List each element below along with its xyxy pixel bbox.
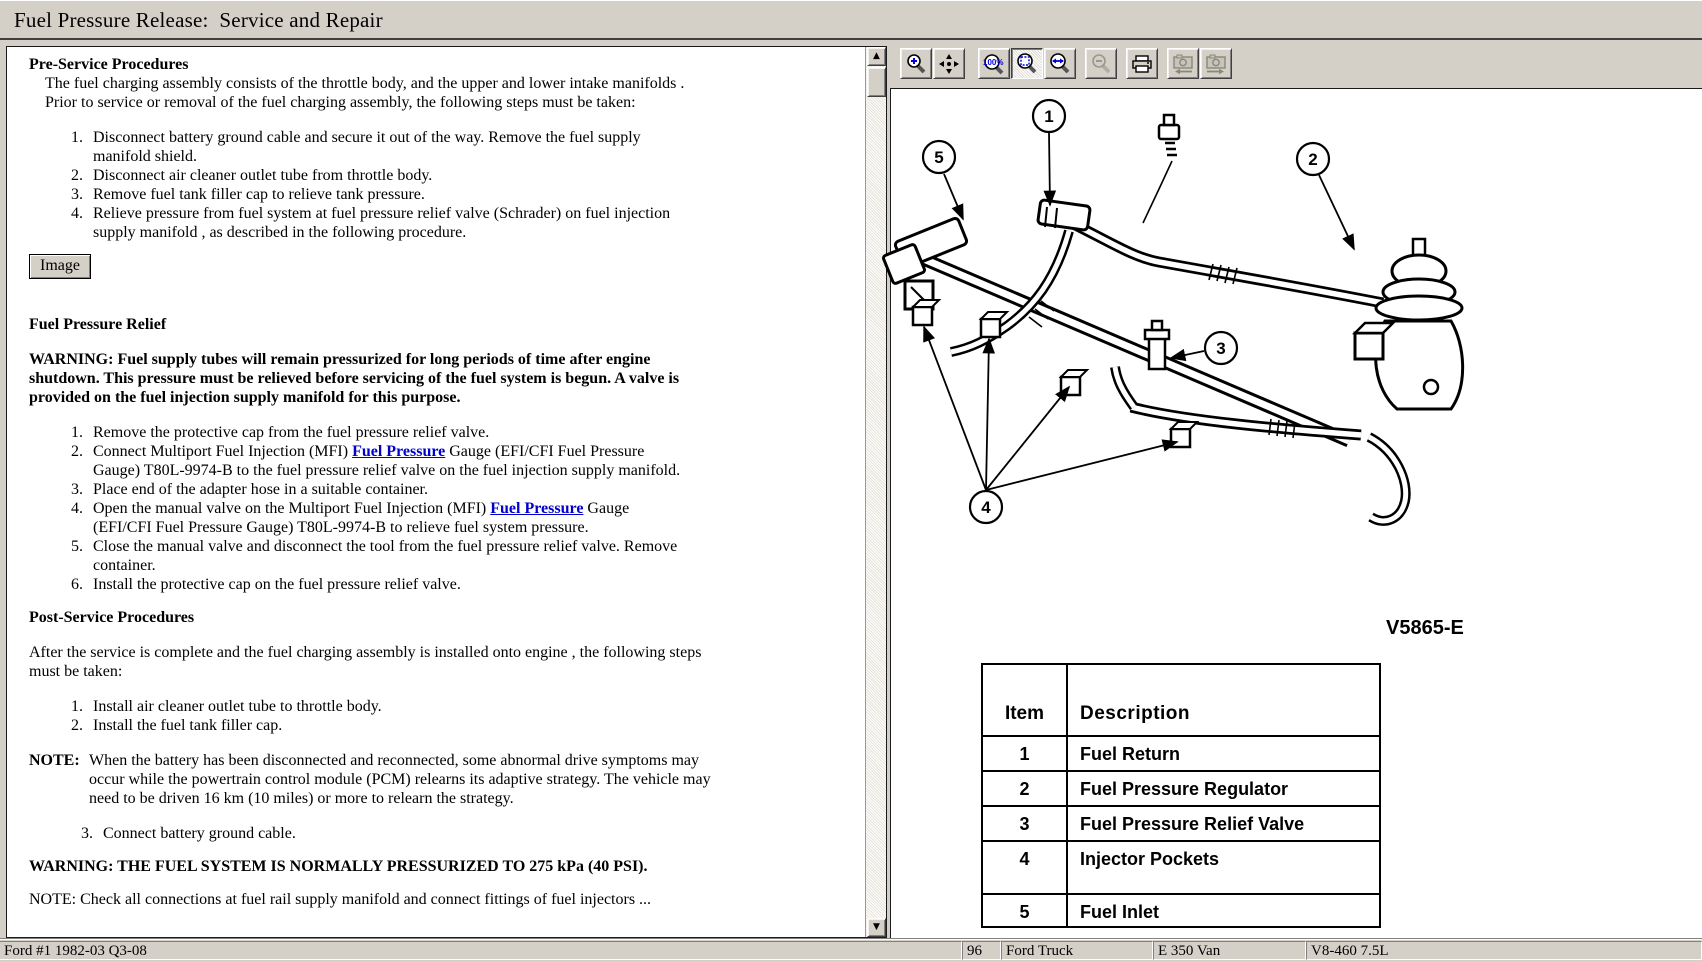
list-item: 1. Remove the protective cap from the fuel pressure relief valve. xyxy=(87,423,689,442)
table-row xyxy=(983,840,1379,893)
description-cell: Fuel Pressure Relief Valve xyxy=(1080,814,1305,834)
list-item xyxy=(87,442,689,480)
fuel-pressure-link[interactable]: Fuel Pressure xyxy=(352,443,446,460)
post-service-step-3 xyxy=(29,824,689,843)
list-item: 2. Install the fuel tank filler cap. xyxy=(87,716,689,735)
zoom-fit-width-button[interactable] xyxy=(1044,48,1076,79)
pre-service-heading: Pre-Service Procedures xyxy=(29,56,189,73)
callout-2 xyxy=(1297,143,1329,175)
step-text: Connect Multiport Fuel Injection (MFI) xyxy=(93,443,353,460)
scroll-down-button[interactable]: ▼ xyxy=(867,918,886,937)
parts-table-header xyxy=(983,665,1379,735)
next-image-icon xyxy=(1204,53,1228,75)
list-item: 2. Disconnect air cleaner outlet tube from throttle body. xyxy=(87,166,689,185)
return-fitting xyxy=(1038,200,1091,231)
clipped-note-line xyxy=(29,890,719,908)
figure-pane xyxy=(890,40,1702,938)
zoom-out-icon xyxy=(1090,53,1112,75)
previous-image-button[interactable] xyxy=(1167,48,1199,79)
description-cell: Fuel Pressure Regulator xyxy=(1080,779,1289,799)
zoom-fit-page-button[interactable] xyxy=(1011,48,1043,79)
parts-table xyxy=(981,663,1381,928)
item-column-header: Item xyxy=(983,665,1068,735)
relief-valve xyxy=(1145,321,1169,369)
fuel-pressure-relief-heading: Fuel Pressure Relief xyxy=(29,316,167,333)
svg-text:100%: 100% xyxy=(983,57,1004,67)
print-button[interactable] xyxy=(1126,48,1158,79)
mounting-bolt xyxy=(1143,115,1179,223)
post-service-heading: Post-Service Procedures xyxy=(29,609,195,626)
zoom-100-button[interactable] xyxy=(978,48,1010,79)
window-title-bar xyxy=(0,0,1702,40)
pressure-warning: WARNING: THE FUEL SYSTEM IS NORMALLY PRESSURIZED TO 275 kPa (40 PSI). xyxy=(29,858,648,875)
note-text: When the battery has been disconnected and reconnected, some abnormal drive symptoms may occur while the powertrain control module (PCM) relearns its adaptive strategy. The vehicle may need to be driven 16 km (10 miles) or more to relearn the strategy. xyxy=(89,752,711,807)
list-item: 3. Place end of the adapter hose in a suitable container. xyxy=(87,480,689,499)
list-item xyxy=(87,499,689,537)
description-cell: Fuel Return xyxy=(1080,744,1181,764)
step-number: 3. xyxy=(81,825,93,842)
pcm-note xyxy=(29,751,719,808)
note-label: NOTE: xyxy=(29,752,80,769)
list-item: 4. Relieve pressure from fuel system at fuel pressure relief valve (Schrader) on fuel injection supply manifold , as described in the following procedure. xyxy=(87,204,689,242)
pre-service-intro-2: Prior to service or removal of the fuel charging assembly, the following steps must be taken: xyxy=(45,94,636,111)
callout-1 xyxy=(1033,100,1065,132)
image-button[interactable]: Image xyxy=(29,254,91,279)
list-item: 5. Close the manual valve and disconnect the tool from the fuel pressure relief valve. Remove container. xyxy=(87,537,689,575)
status-year: 96 xyxy=(962,941,1001,960)
step-text: Gauge (EFI/CFI Fuel Pressure Gauge) T80L-9974-B to relieve fuel system pressure. xyxy=(93,500,630,536)
callout-5 xyxy=(923,141,955,173)
svg-text:3: 3 xyxy=(1216,339,1226,358)
item-cell: 4 xyxy=(983,842,1068,893)
relief-warning: WARNING: Fuel supply tubes will remain pressurized for long periods of time after engine shutdown. This pressure must be relieved before servicing of the fuel system is begun. A valve is provided on the fuel injection supply manifold for this purpose. xyxy=(29,351,680,406)
status-make: Ford Truck xyxy=(1001,941,1153,960)
table-row xyxy=(983,805,1379,840)
status-model: E 350 Van xyxy=(1153,941,1306,960)
relief-steps xyxy=(29,423,689,594)
scrollbar-thumb[interactable] xyxy=(867,67,886,97)
table-row xyxy=(983,893,1379,926)
svg-text:1: 1 xyxy=(1044,107,1054,126)
table-row xyxy=(983,770,1379,805)
callout-4 xyxy=(970,491,1002,523)
figure-number-label: V5865-E xyxy=(1386,617,1464,639)
zoom-in-icon xyxy=(905,53,927,75)
description-cell: Fuel Inlet xyxy=(1080,902,1160,922)
pan-button[interactable] xyxy=(933,48,965,79)
page-title: Fuel Pressure Release: Service and Repair xyxy=(14,8,383,32)
item-cell: 3 xyxy=(983,807,1068,840)
description-column-header: Description xyxy=(1080,703,1191,724)
pan-icon xyxy=(938,53,960,75)
step-text: Connect battery ground cable. xyxy=(103,825,296,842)
print-icon xyxy=(1131,53,1153,75)
document-content xyxy=(7,47,865,937)
pre-service-steps xyxy=(29,128,689,242)
post-service-steps xyxy=(29,697,689,735)
clipped-note-text: NOTE: Check all connections at fuel rail supply manifold and connect fittings of fuel injectors ... xyxy=(29,891,652,908)
item-cell: 1 xyxy=(983,737,1068,770)
list-item: 3. Remove fuel tank filler cap to relieve tank pressure. xyxy=(87,185,689,204)
zoom-100-icon xyxy=(982,53,1006,75)
document-scrollbar[interactable] xyxy=(865,47,886,937)
figure-viewport xyxy=(890,88,1702,938)
zoom-out-button[interactable] xyxy=(1085,48,1117,79)
callout-3 xyxy=(1205,332,1237,364)
list-item: 6. Install the protective cap on the fuel pressure relief valve. xyxy=(87,575,689,594)
figure-toolbar xyxy=(890,40,1702,88)
zoom-in-button[interactable] xyxy=(900,48,932,79)
svg-text:4: 4 xyxy=(981,498,991,517)
next-image-button[interactable] xyxy=(1200,48,1232,79)
step-text: Open the manual valve on the Multiport Fuel Injection (MFI) xyxy=(93,500,491,517)
status-engine: V8-460 7.5L xyxy=(1306,941,1702,960)
list-item: 1. Disconnect battery ground cable and secure it out of the way. Remove the fuel supply manifold shield. xyxy=(87,128,689,166)
status-bar xyxy=(0,938,1702,961)
scroll-up-button[interactable]: ▲ xyxy=(867,47,886,66)
callout-bubbles xyxy=(923,100,1329,523)
item-cell: 2 xyxy=(983,772,1068,805)
svg-text:2: 2 xyxy=(1308,150,1318,169)
item-cell: 5 xyxy=(983,895,1068,926)
description-cell: Injector Pockets xyxy=(1080,849,1220,869)
zoom-fit-page-icon xyxy=(1016,53,1038,75)
pressure-regulator xyxy=(1355,239,1463,409)
post-service-intro: After the service is complete and the fuel charging assembly is installed onto engine , the following steps must be taken: xyxy=(29,644,702,680)
list-item: 1. Install air cleaner outlet tube to throttle body. xyxy=(87,697,689,716)
svg-text:5: 5 xyxy=(934,148,944,167)
status-source: Ford #1 1982-03 Q3-08 xyxy=(0,941,962,960)
previous-image-icon xyxy=(1171,53,1195,75)
document-pane xyxy=(6,46,887,938)
zoom-fit-width-icon xyxy=(1049,53,1071,75)
fuel-pressure-link[interactable]: Fuel Pressure xyxy=(490,500,584,517)
step-text: Gauge (EFI/CFI Fuel Pressure Gauge) T80L-9974-B to the fuel pressure relief valve on the fuel injection supply manifold. xyxy=(93,443,681,479)
table-row xyxy=(983,735,1379,770)
pre-service-intro-1: The fuel charging assembly consists of the throttle body, and the upper and lower intake manifolds . xyxy=(45,75,685,92)
